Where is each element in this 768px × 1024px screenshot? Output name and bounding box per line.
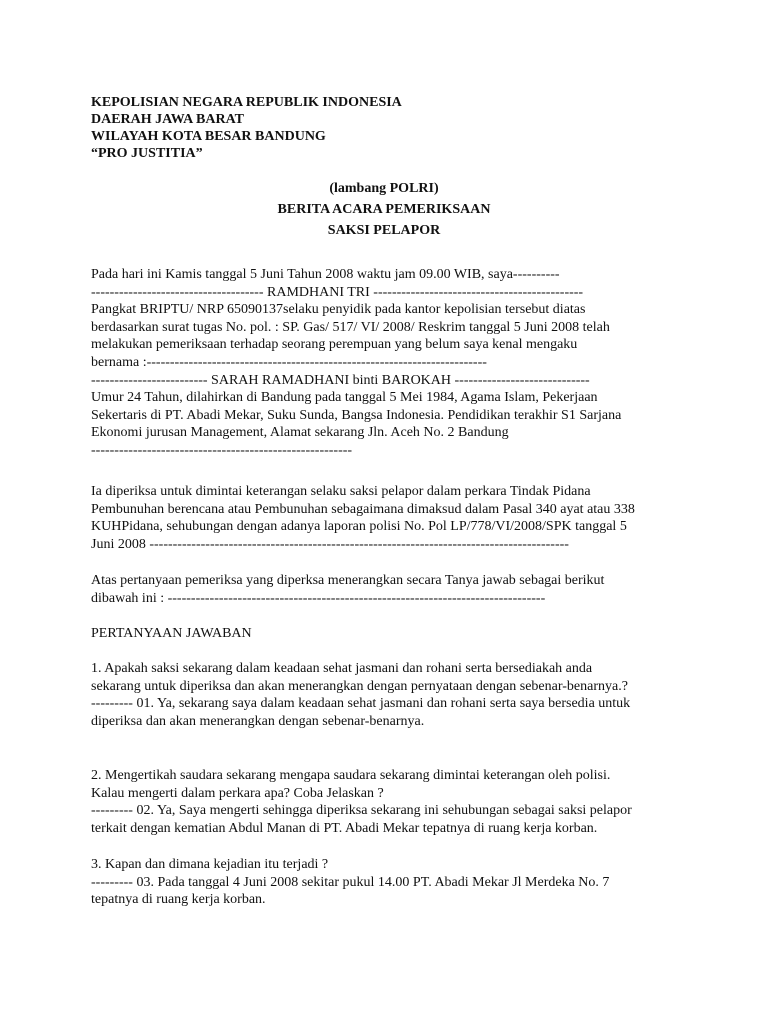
text-line: Pembunuhan berencana atau Pembunuhan sebagaimana dimaksud dalam Pasal 340 ayat atau 338 xyxy=(91,501,635,517)
text-line: Atas pertanyaan pemeriksa yang diperksa menerangkan secara Tanya jawab sebagai berikut xyxy=(91,573,605,588)
text-line: dibawah ini : --------------------------------------------------------------------------------- xyxy=(91,590,546,606)
qa-item-1 xyxy=(91,660,691,730)
answer-line: --------- 03. Pada tanggal 4 Juni 2008 sekitar pukul 14.00 PT. Abadi Mekar Jl Merdeka No. 7 xyxy=(91,874,610,890)
title-line-saksi-pelapor: SAKSI PELAPOR xyxy=(327,223,441,238)
letterhead-line-pro-justitia: “PRO JUSTITIA” xyxy=(91,146,203,161)
letterhead xyxy=(91,94,402,162)
text-line: Ekonomi jurusan Management, Alamat sekarang Jln. Aceh No. 2 Bandung xyxy=(91,425,509,441)
text-line: bernama :------------------------------------------------------------------------- xyxy=(91,354,487,370)
title-line-berita-acara: BERITA ACARA PEMERIKSAAN xyxy=(277,202,491,217)
section-heading xyxy=(91,625,691,643)
question-line: sekarang untuk diperiksa dan akan menerangkan dengan pernyataan dengan sebenar-benarnya.? xyxy=(91,678,628,694)
answer-line: terkait dengan kematian Abdul Manan di PT. Abadi Mekar tepatnya di ruang kerja korban. xyxy=(91,820,598,836)
text-line: Pangkat BRIPTU/ NRP 65090137selaku penyidik pada kantor kepolisian tersebut diatas xyxy=(91,302,586,318)
section-heading-text: PERTANYAAN JAWABAN xyxy=(91,626,252,641)
text-line: -------------------------------------------------------- xyxy=(91,442,353,458)
emblem-placeholder-text: (lambang POLRI) xyxy=(329,181,439,196)
text-line: melakukan pemeriksaan terhadap seorang perempuan yang belum saya kenal mengaku xyxy=(91,337,578,353)
text-line: KUHPidana, sehubungan dengan adanya laporan polisi No. Pol LP/778/VI/2008/SPK tanggal 5 xyxy=(91,519,627,535)
qa-item-3 xyxy=(91,856,691,909)
question-line: Kalau mengerti dalam perkara apa? Coba Jelaskan ? xyxy=(91,785,384,801)
answer-line: tepatnya di ruang kerja korban. xyxy=(91,892,266,908)
intro-paragraph xyxy=(91,266,691,460)
question-line: 3. Kapan dan dimana kejadian itu terjadi ? xyxy=(91,857,329,872)
letterhead-line-region: DAERAH JAWA BARAT xyxy=(91,112,244,127)
text-line: Ia diperiksa untuk dimintai keterangan selaku saksi pelapor dalam perkara Tindak Pidana xyxy=(91,484,591,499)
letterhead-line-district: WILAYAH KOTA BESAR BANDUNG xyxy=(91,129,326,144)
text-line: Juni 2008 ------------------------------------------------------------------------------------------ xyxy=(91,536,569,552)
question-intro-paragraph xyxy=(91,572,691,607)
text-line: berdasarkan surat tugas No. pol. : SP. Gas/ 517/ VI/ 2008/ Reskrim tanggal 5 Juni 2008 telah xyxy=(91,319,610,335)
question-line: 2. Mengertikah saudara sekarang mengapa saudara sekarang dimintai keterangan oleh polisi. xyxy=(91,768,611,783)
qa-item-2 xyxy=(91,767,691,837)
text-line: Umur 24 Tahun, dilahirkan di Bandung pada tanggal 5 Mei 1984, Agama Islam, Pekerjaan xyxy=(91,390,598,406)
question-line: 1. Apakah saksi sekarang dalam keadaan sehat jasmani dan rohani serta bersediakah anda xyxy=(91,661,593,676)
answer-line: --------- 01. Ya, sekarang saya dalam keadaan sehat jasmani dan rohani serta saya bersedia untuk xyxy=(91,696,631,712)
letterhead-line-institution: KEPOLISIAN NEGARA REPUBLIK INDONESIA xyxy=(91,95,402,110)
text-line: Sekertaris di PT. Abadi Mekar, Suku Sunda, Bangsa Indonesia. Pendidikan terakhir S1 Sarjana xyxy=(91,407,622,423)
document-title xyxy=(0,178,768,241)
text-line: ------------------------- SARAH RAMADHANI binti BAROKAH ----------------------------- xyxy=(91,372,590,388)
answer-line: --------- 02. Ya, Saya mengerti sehingga diperiksa sekarang ini sehubungan sebagai saksi pelapor xyxy=(91,803,632,819)
text-line: ------------------------------------- RAMDHANI TRI --------------------------------------------- xyxy=(91,284,584,300)
answer-line: diperiksa dan akan menerangkan dengan sebenar-benarnya. xyxy=(91,713,425,729)
case-paragraph xyxy=(91,483,691,553)
text-line: Pada hari ini Kamis tanggal 5 Juni Tahun 2008 waktu jam 09.00 WIB, saya---------- xyxy=(91,267,560,282)
